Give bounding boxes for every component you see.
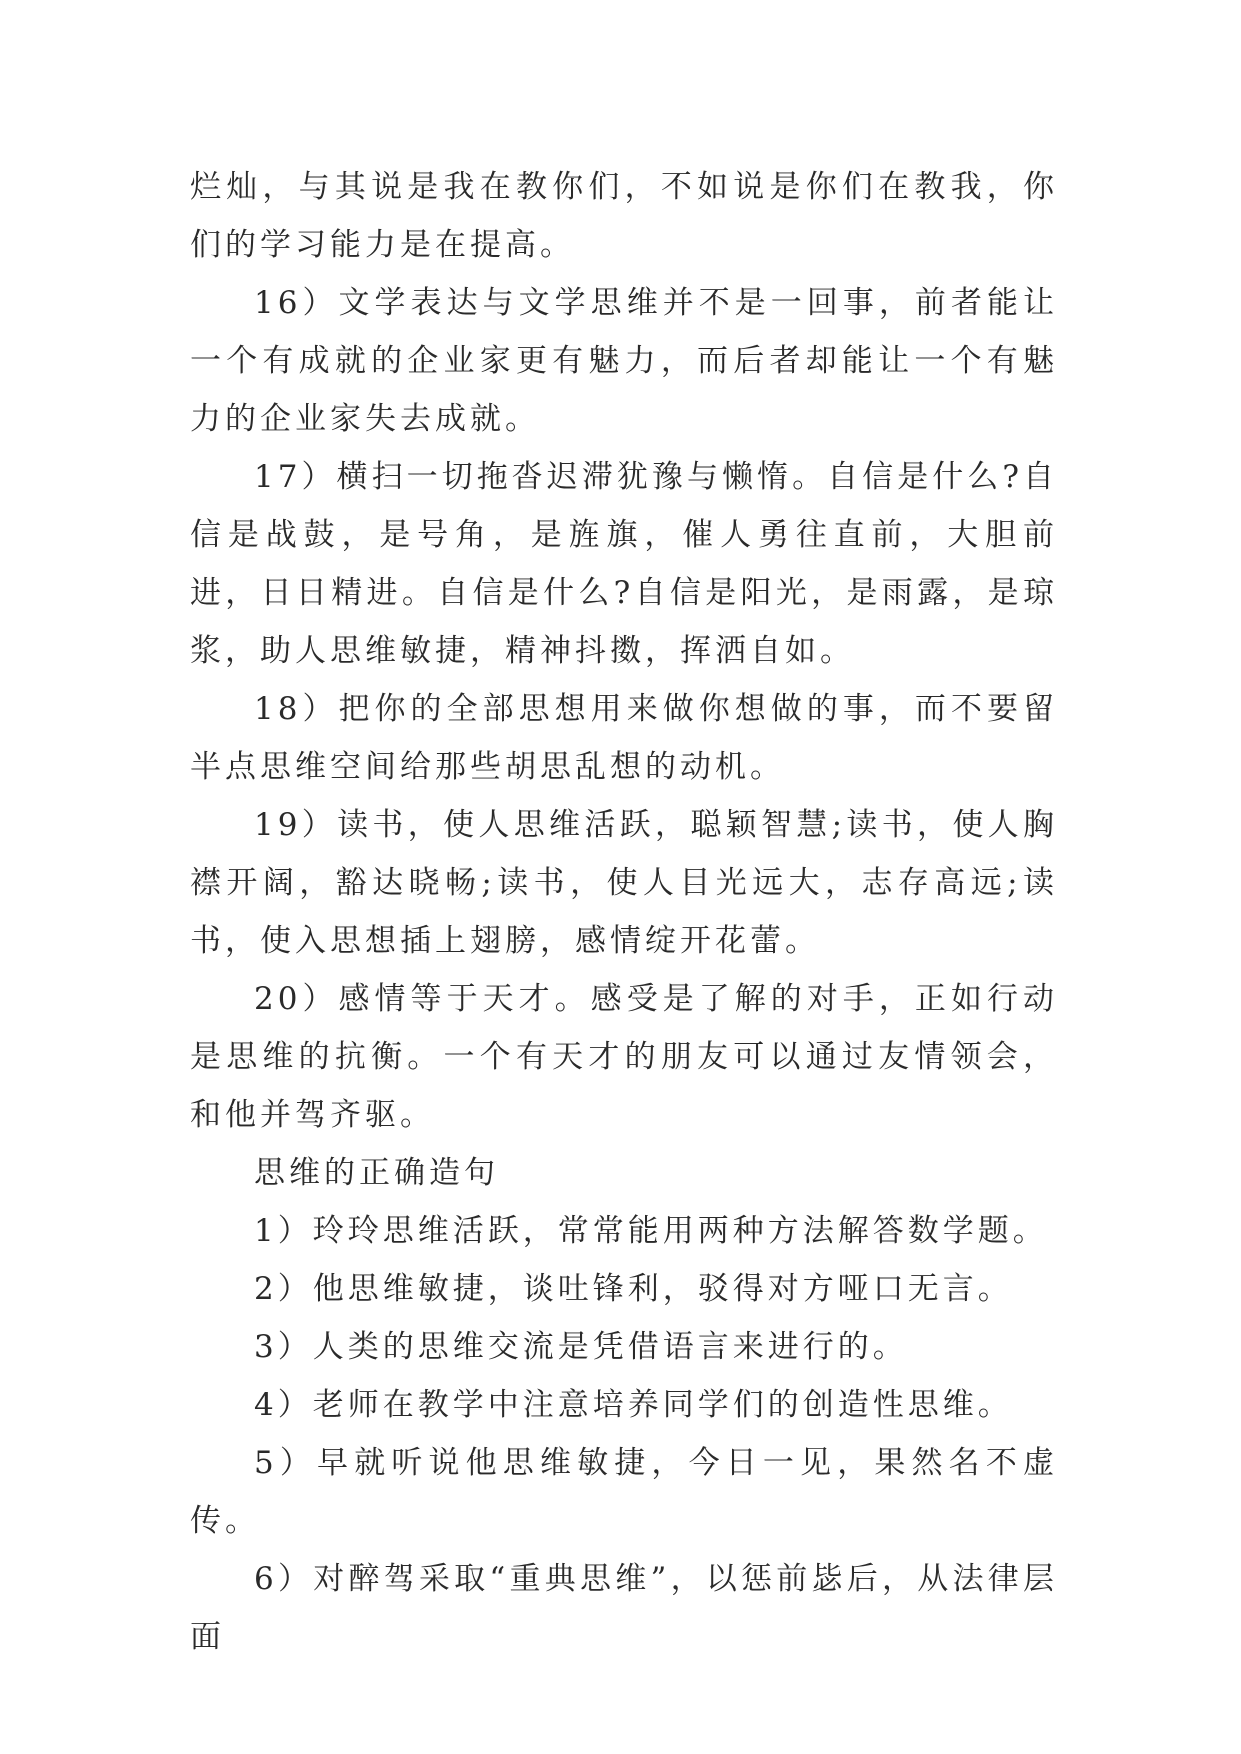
paragraph-16: 16）文学表达与文学思维并不是一回事，前者能让一个有成就的企业家更有魅力，而后者却能让一个有魅力的企业家失去成就。 <box>190 285 1058 437</box>
sentence-5: 5）早就听说他思维敏捷，今日一见，果然名不虚传。 <box>190 1445 1058 1539</box>
sentence-1: 1）玲玲思维活跃，常常能用两种方法解答数学题。 <box>254 1213 1048 1249</box>
sentence-4: 4）老师在教学中注意培养同学们的创造性思维。 <box>254 1387 1013 1423</box>
section-title: 思维的正确造句 <box>254 1155 499 1191</box>
paragraph-18: 18）把你的全部思想用来做你想做的事，而不要留半点思维空间给那些胡思乱想的动机。 <box>190 691 1058 785</box>
sentence-3: 3）人类的思维交流是凭借语言来进行的。 <box>254 1329 908 1365</box>
paragraph-17: 17）横扫一切拖沓迟滞犹豫与懒惰。自信是什么?自信是战鼓，是号角，是旌旗，催人勇往直前，大胆前进，日日精进。自信是什么?自信是阳光，是雨露，是琼浆，助人思维敏捷，精神抖擞，挥洒自如。 <box>190 459 1058 669</box>
document-body <box>190 158 1058 1666</box>
paragraph-19: 19）读书，使人思维活跃，聪颖智慧;读书，使人胸襟开阔，豁达晓畅;读书，使人目光远大，志存高远;读书，使入思想插上翅膀，感情绽开花蕾。 <box>190 807 1058 959</box>
paragraph-continuation: 烂灿，与其说是我在教你们，不如说是你们在教我，你们的学习能力是在提高。 <box>190 169 1058 263</box>
sentence-6: 6）对醉驾采取“重典思维”，以惩前毖后，从法律层面 <box>190 1561 1058 1655</box>
paragraph-20: 20）感情等于天才。感受是了解的对手，正如行动是思维的抗衡。一个有天才的朋友可以通过友情领会，和他并驾齐驱。 <box>190 981 1058 1133</box>
sentence-2: 2）他思维敏捷，谈吐锋利，驳得对方哑口无言。 <box>254 1271 1013 1307</box>
